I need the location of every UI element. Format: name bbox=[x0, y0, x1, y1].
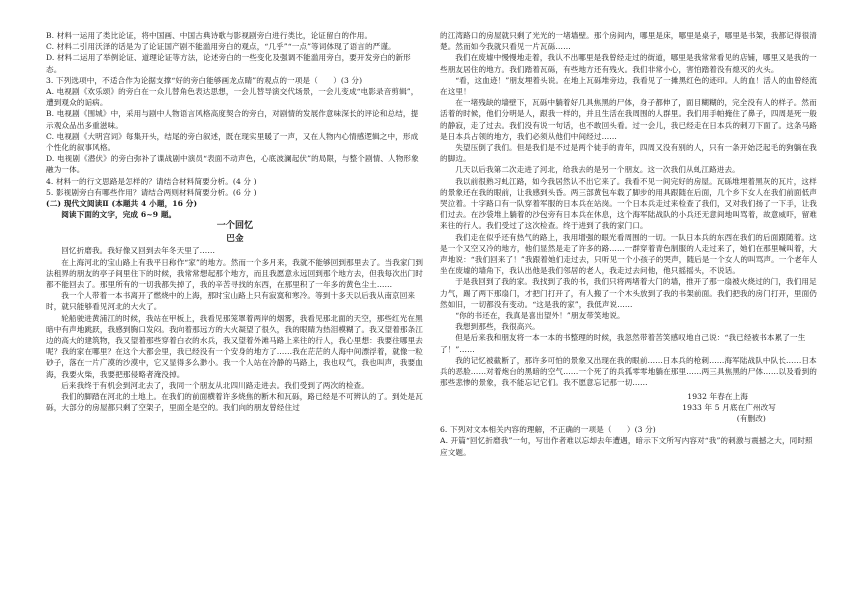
passage-paragraph: 我一个人带着一本书离开了燃烧中的上海，那时宝山路上只有寂寞和寒冷。等到十多天以后我从南京回来时，就只能够看见河北的大火了。 bbox=[46, 291, 416, 312]
passage-paragraph: 但是后来我和朋友将一本一本的书整理的时候，我忽然带着苦笑感叹地自己说：“我已经被书本累了一生了！”…… bbox=[440, 333, 806, 354]
passage-paragraph: 后来我终于有机会到河北去了，我同一个朋友从北四川路走进去。我们受到了两次的检查。 bbox=[61, 380, 369, 390]
question-6: 6. 下列对文本相关内容的理解，不正确的一项是（ ）(3 分) bbox=[440, 425, 656, 435]
passage-paragraph: 回忆折磨我。我好像又回到去年冬天里了…… bbox=[61, 246, 216, 256]
q3-option-c: C. 电视剧《大明宫词》每集开头，结尾的旁白叙述，既在现实里暖了一声，又在人物内心情感逻辑之中，形成个性化的叙事风格。 bbox=[46, 131, 419, 153]
source-note: (有删改) bbox=[736, 413, 766, 423]
reading-instruction: 阅读下面的文字，完成 6~9 题。 bbox=[61, 210, 177, 220]
q6-option-a: A. 开篇“回忆折磨我”一句，写出作者难以忘却去年遭遇，暗示下文所写内容对“我”的刺激与震撼之大，同时照应文题。 bbox=[440, 436, 813, 457]
question-4: 4. 材料一的行文思路是怎样的？请结合材料简要分析。(4 分 ) bbox=[46, 176, 257, 186]
passage-paragraph: 轮船驶进黄浦江的时候，我站在甲板上，我看见那笼罩着两岸的烟雾，我看见那北面的天空，那些红光在黑暗中有声地跳跃，我感到胸口发闷。我向着那远方的大火凝望了很久，我的眼睛为热泪模糊了。我又望着那条江边的高大的建筑物，我又望着那些穿着白衣的水兵，我又望着外滩马路上来往的行人，我心里想：我要往哪里去呢？我的家在哪里？在这个大都会里，我已经没有一个安身的地方了……我在茫茫的人海中间漂浮着，就像一粒砂子，落在一片广漠的沙漠中，它又显得多么渺小。我一个人站在冷静的马路上，我也叹气，我也叫声，我要血海，我要火柴，我要把那侵略者淹没掉。 bbox=[46, 313, 423, 379]
q2-option-c: C. 材料二引用沃泽的话是为了论证国产剧不能滥用旁白的观点，“几乎”“一点”等词体现了语言的严谨。 bbox=[46, 42, 396, 52]
passage-author: 巴金 bbox=[226, 234, 244, 245]
section-heading: (二) 现代文阅读Ⅱ (本题共 4 小题，16 分) bbox=[46, 199, 198, 209]
passage-paragraph: 我的记忆被截断了，那许多可怕的景象又出现在我的眼前……日本兵的枪刺……海军陆战队中队长……日本兵的恶脸……对着炮台的黑暗的空气……一个死了的兵孤零零地躺在那里……两三具焦黑的尸体……以及看到的那些悲惨的景象，我不能忘记它们。我不愿意忘记那一切…… bbox=[440, 355, 817, 388]
passage-paragraph: 在上海河北的宝山路上有我平日称作“家”的地方。然而一个多月来，我就不能够回到那里去了。当我家门到法租界的朋友的亭子间里住下的时候，我常常想起那个地方，而且我愿意永远回到那个地方去，但我每次出门时都不能回去了。那里所有的一切我都失掉了，我的辛苦寻找的东西，在那里积了一年多的黄色尘土…… bbox=[46, 257, 424, 290]
q3-option-b: B. 电视剧《围城》中，采用与剧中人物语言风格高度契合的旁白，对剧情的发展作意味深长的评论和总结，提示观众品出多重滋味。 bbox=[46, 109, 419, 130]
q2-option-d: D. 材料二运用了举例论证、道理论证等方法，论述旁白的一些变化及强调不能滥用旁白，要开发旁白的新形态。 bbox=[46, 53, 411, 74]
passage-paragraph: 失望压倒了我们。但是我们是不过是两个徒手的青年，四周又没有别的人，只有一条开始泛起毛的狗躺在我的脚边。 bbox=[440, 143, 817, 164]
right-column bbox=[440, 30, 818, 596]
passage-title: 一个回忆 bbox=[216, 221, 254, 232]
passage-paragraph: 我们走在似乎还有热气的路上，我用增强的眼光看周围的一切。一队日本兵的东西在我们的后面跟随着。这是一个又空又冷的地方，他们显然是走了许多的路……一群穿着青色制服的人走过来了，她们在那里喊叫着，大声地说：“我们回来了！”我跟着她们走过去，只听见一个小孩子的哭声，随后是一个女人的叫骂声。一个老年人坐在废墟的墙角下，我认出他是我们邻居的老人，我走过去问他，他只摇摇头，不说话。 bbox=[440, 232, 818, 276]
passage-paragraph: 于是我回到了我的家。我找到了我的书，我们只将两堵着大门的墙，推开了那一扇被火烧过的门，我们用足力气，踢了两下那扇门，才把门打开了，有人搬了一个木头放到了我的书架前面。我们把我的房门打开，里面仍然如旧，一切都没有变动。“这是我的家”，我低声说…… bbox=[440, 277, 817, 309]
question-3: 3. 下列选项中，不适合作为论据支撑“好的旁白能够画龙点睛”的观点的一项是（ ）(3 分) bbox=[46, 75, 363, 85]
passage-paragraph: 我们在废墟中慢慢地走着，我认不出哪里是我曾经走过的街道，哪里是我常常看见的店铺，哪里又是我的一些朋友居住的地方。我们踏着瓦砾，有些地方还有残火。我们非常小心，害怕踏着没有熄灭的火头。 bbox=[440, 53, 817, 74]
passage-paragraph: “看，这血迹！”朋友埋着头说。在地上瓦砾堆旁边，我看见了一摊黑红色的迹印。人的血！活人的血曾经流在这里！ bbox=[440, 75, 818, 97]
passage-paragraph: “你的书还在，我真是喜出望外！”朋友带笑地说。 bbox=[455, 311, 625, 321]
date-line: 1932 年春在上海 bbox=[687, 391, 748, 401]
date-line: 1933 年 5 月底在广州改写 bbox=[682, 402, 776, 412]
passage-paragraph: 的江湾路口的房屋就只剩了光光的一堵墙壁。那个房间内，哪里是床，哪里是桌子，哪里是书架，我都记得很清楚。然而如今我就只看见一片瓦砾…… bbox=[440, 31, 817, 52]
passage-paragraph: 我以前很熟习虬江路，如今我居然认不出它来了。我看不见一间完好的房屋。瓦砾堆埋着黑灰的瓦片，这样的景象还在我的眼前，让我感到头昏。两三部黄包车载了脚步的用具跟随在后面，几个乡下女人在我们前面低声哭泣着。十字路口有一队穿着军服的日本兵在站岗。一个日本兵走过来检查了我们，又对我们扬了一下手，让我们过去。在沙袋堆上躺着的沙包旁有日本兵在休息，这个海军陆战队的小兵还无意间地叫骂着，故意威吓，留难来往的行人。我们受过了这次检查。终于进到了我的家门口。 bbox=[440, 176, 817, 231]
passage-paragraph: 在一堵残缺的墙壁下，瓦砾中躺着好几具焦黑的尸体，身子都伸了，面目糊糊的，完全没有人的样子。然而活着的时候，他们分明是人，跟我一样的，并且生活在我周围的人群里。我们用手帕掩住了鼻子，四周是死一般的静寂，走了过去。我们没有说一句话，也不敢回头看。过一会儿，我已经走在日本兵的刺刀下面了。这条马路是日本兵占领的地方，我们必须从他们中间经过…… bbox=[440, 98, 817, 141]
q2-option-b: B. 材料一运用了类比论证，将中国画、中国古典诗歌与影视剧旁白进行类比，论证留白的作用。 bbox=[46, 31, 373, 40]
q3-option-d: D. 电视剧《潜伏》的旁白弥补了谍战剧中演员“表面不动声色，心底波澜起伏”的局限，与整个剧情、人物形象融为一体。 bbox=[46, 154, 419, 175]
passage-paragraph: 几天以后我第二次走进了河北，给我去的是另一个朋友。这一次我们从虬江路进去。 bbox=[455, 165, 740, 175]
passage-paragraph: 我想到那些，我很高兴。 bbox=[455, 322, 540, 332]
passage-paragraph: 我们的脚踏在河北的土地上。在我们的前面横着许多烧焦的断木和瓦砾，路已经是不可辨认的了。到处是瓦砾，大部分的房屋都只剩了空架子，里面全是空的。我们向的朋友曾经住过 bbox=[46, 392, 423, 413]
question-5: 5. 影视剧旁白有哪些作用？请结合两则材料简要分析。(6 分 ) bbox=[46, 187, 257, 197]
q3-option-a: A. 电视剧《欢乐颂》的旁白在一众儿替角色表达思想，一会儿替导演交代场景，一会儿变成“电影录音剪辑”，遭到观众的诟病。 bbox=[46, 87, 419, 108]
left-column bbox=[46, 30, 424, 596]
